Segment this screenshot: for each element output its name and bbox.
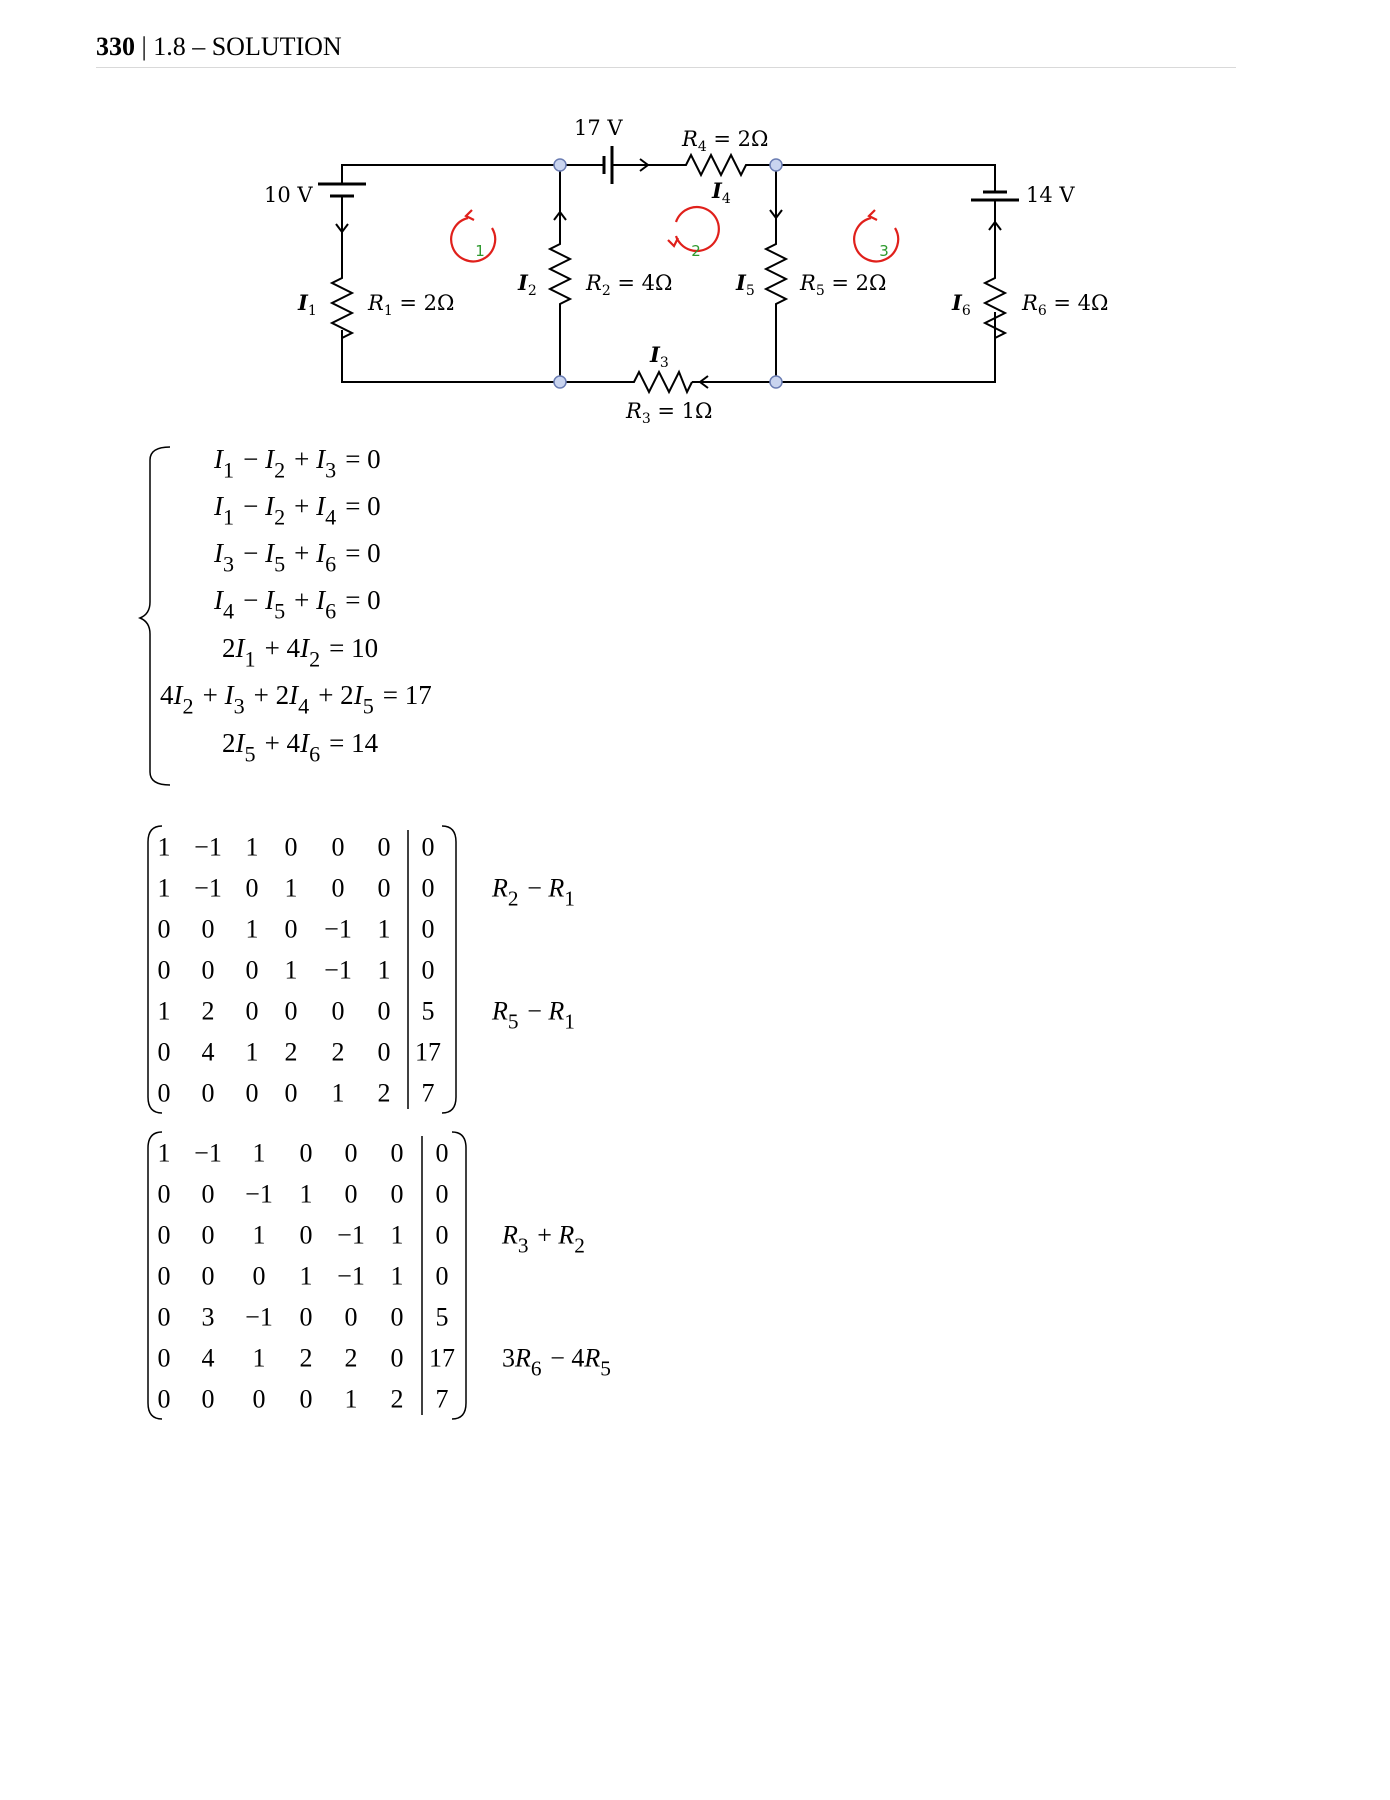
matrix-cell: 0 (421, 873, 435, 903)
matrix-cell: 0 (377, 996, 391, 1026)
wire-left-bottom (342, 330, 560, 382)
label-14v: 14 V (1026, 183, 1075, 207)
matrix-cell: 0 (201, 1384, 215, 1414)
label-i4: $I_4$ (712, 178, 731, 207)
loop-label-3: 3 (879, 242, 889, 260)
matrix-cell: 0 (331, 873, 345, 903)
resistor-r5 (766, 236, 786, 316)
matrix-cell: 0 (157, 1384, 171, 1414)
resistor-r4 (680, 155, 748, 175)
label-i2: $I_2$ (518, 270, 537, 299)
matrix-cell: 0 (245, 996, 259, 1026)
matrix-cell: 17 (415, 1037, 441, 1067)
matrix-cell: 0 (157, 1179, 171, 1209)
matrix-cell: 1 (157, 996, 171, 1026)
label-r5: $R_5 = 2\Omega$ (800, 271, 887, 299)
matrix-cell: 1 (390, 1261, 404, 1291)
label-r1: $R_1 = 2\Omega$ (368, 291, 455, 319)
matrix-cell: 1 (245, 1037, 259, 1067)
matrix-cell: 0 (299, 1302, 313, 1332)
matrix-cell: 0 (201, 1261, 215, 1291)
matrix-cell: 0 (252, 1384, 266, 1414)
matrix-cell: 0 (284, 996, 298, 1026)
matrix-cell: 7 (435, 1384, 449, 1414)
matrix-cell: 1 (377, 955, 391, 985)
matrix-cell: −1 (245, 1179, 273, 1209)
matrix-cell: −1 (245, 1302, 273, 1332)
matrix-cell: 1 (157, 832, 171, 862)
circuit-node (770, 159, 782, 171)
matrix-cell: 5 (435, 1302, 449, 1332)
matrix-cell: 4 (201, 1037, 215, 1067)
matrix-cell: 0 (157, 914, 171, 944)
matrix-left-paren (148, 826, 162, 1113)
matrix-cell: 0 (157, 1261, 171, 1291)
matrix-cell: 1 (390, 1220, 404, 1250)
matrix-cell: 0 (157, 1302, 171, 1332)
matrix-cell: 2 (331, 1037, 345, 1067)
matrix-cell: 0 (201, 955, 215, 985)
matrix-cell: 1 (245, 832, 259, 862)
matrix-cell: 0 (377, 1037, 391, 1067)
wire-right-bottom (776, 312, 995, 382)
augmented-matrix-1 (148, 826, 577, 1113)
matrix-cell: 0 (245, 873, 259, 903)
page-number: 330 (96, 32, 135, 61)
matrix-cell: 0 (157, 955, 171, 985)
row-operation: $R_5$ − $R_1$ (492, 996, 575, 1034)
matrix-cell: 0 (201, 1220, 215, 1250)
matrix-cell: 1 (299, 1261, 313, 1291)
label-r4: $R_4 = 2\Omega$ (682, 127, 769, 155)
matrix-left-paren (148, 1132, 162, 1419)
matrix-cell: 17 (429, 1343, 455, 1373)
equation-line: $I_3$ − $I_5$ + $I_6$ = 0 (214, 538, 381, 577)
matrix-cell: 0 (157, 1220, 171, 1250)
matrix-cell: 0 (435, 1138, 449, 1168)
matrix-cell: 2 (284, 1037, 298, 1067)
equation-line: $I_1$ − $I_2$ + $I_3$ = 0 (214, 444, 381, 483)
equation-line: $I_1$ − $I_2$ + $I_4$ = 0 (214, 491, 381, 530)
matrix-cell: 0 (284, 914, 298, 944)
matrix-cell: −1 (194, 873, 222, 903)
label-r6: $R_6 = 4\Omega$ (1022, 291, 1109, 319)
matrix-cell: 0 (245, 955, 259, 985)
matrix-cell: 0 (201, 914, 215, 944)
resistor-r1 (332, 270, 352, 340)
matrix-cell: 0 (299, 1220, 313, 1250)
matrix-cell: 0 (421, 832, 435, 862)
matrix-cell: −1 (337, 1220, 365, 1250)
row-operation: $R_3$ + $R_2$ (502, 1220, 585, 1258)
loop-label-2: 2 (691, 242, 701, 260)
wire-left-top (342, 165, 560, 168)
equation-line: $2I_1$ + $4I_2$ = 10 (222, 633, 379, 672)
matrix-right-paren (442, 826, 456, 1113)
circuit-diagram (0, 0, 1390, 440)
equation-line: $I_4$ − $I_5$ + $I_6$ = 0 (214, 585, 381, 624)
section-title: 1.8 – SOLUTION (153, 32, 342, 61)
circuit-node (554, 376, 566, 388)
circuit-node (770, 376, 782, 388)
loop-arrow-1 (451, 218, 495, 261)
matrix-cell: 2 (377, 1078, 391, 1108)
matrix-cell: 0 (201, 1179, 215, 1209)
matrix-cell: 0 (201, 1078, 215, 1108)
wire-r4-to-right (748, 165, 995, 184)
matrix-cell: 2 (390, 1384, 404, 1414)
resistor-r2 (550, 236, 570, 316)
matrix-cell: 0 (344, 1302, 358, 1332)
matrix-cell: 4 (201, 1343, 215, 1373)
label-r2: $R_2 = 4\Omega$ (586, 271, 673, 299)
matrix-cell: −1 (337, 1261, 365, 1291)
row-operation: $3R_6$ − $4R_5$ (502, 1343, 611, 1381)
matrix-cell: −1 (324, 955, 352, 985)
circuit-node (554, 159, 566, 171)
matrix-cell: 1 (245, 914, 259, 944)
matrix-cell: −1 (194, 832, 222, 862)
matrix-cell: 0 (157, 1343, 171, 1373)
row-operation: $R_2$ − $R_1$ (492, 873, 575, 911)
system-brace (140, 447, 170, 785)
loop-arrow-3 (854, 218, 898, 261)
matrix-cell: 1 (284, 873, 298, 903)
matrix-cell: 0 (390, 1343, 404, 1373)
matrix-cell: 0 (299, 1138, 313, 1168)
matrix-cell: 0 (390, 1302, 404, 1332)
matrix-cell: 0 (331, 996, 345, 1026)
label-i3: $I_3$ (650, 342, 669, 371)
matrix-cell: 5 (421, 996, 435, 1026)
matrix-cell: 0 (344, 1179, 358, 1209)
matrix-cell: 0 (377, 832, 391, 862)
label-17v: 17 V (574, 116, 623, 140)
matrix-cell: 0 (157, 1078, 171, 1108)
label-i5: $I_5$ (736, 270, 755, 299)
matrix-cell: 1 (377, 914, 391, 944)
label-r3: $R_3 = 1\Omega$ (626, 399, 713, 427)
equation-line: $4I_2$ + $I_3$ + $2I_4$ + $2I_5$ = 17 (160, 680, 432, 719)
equation-line: $2I_5$ + $4I_6$ = 14 (222, 728, 379, 767)
matrix-right-paren (452, 1132, 466, 1419)
matrix-cell: 1 (157, 1138, 171, 1168)
matrix-cell: 0 (245, 1078, 259, 1108)
matrix-cell: 0 (344, 1138, 358, 1168)
header-separator: | (135, 32, 154, 61)
matrix-cell: 1 (331, 1078, 345, 1108)
matrix-cell: 0 (390, 1138, 404, 1168)
matrix-cell: 0 (421, 914, 435, 944)
label-i6: $I_6$ (952, 290, 971, 319)
matrix-cell: 0 (390, 1179, 404, 1209)
matrix-cell: −1 (194, 1138, 222, 1168)
loop-label-1: 1 (475, 242, 485, 260)
augmented-matrix-2 (148, 1132, 613, 1419)
matrix-cell: 0 (435, 1220, 449, 1250)
matrix-cell: 2 (299, 1343, 313, 1373)
loop-arrowhead-2 (668, 238, 678, 246)
matrix-cell: 1 (344, 1384, 358, 1414)
matrix-cell: 0 (299, 1384, 313, 1414)
matrix-cell: 1 (157, 873, 171, 903)
matrix-cell: 0 (331, 832, 345, 862)
matrix-cell: 0 (284, 1078, 298, 1108)
matrix-cell: 1 (284, 955, 298, 985)
matrix-cell: 1 (252, 1138, 266, 1168)
matrix-cell: 0 (157, 1037, 171, 1067)
matrix-cell: 0 (435, 1179, 449, 1209)
matrix-cell: 3 (201, 1302, 215, 1332)
matrix-cell: −1 (324, 914, 352, 944)
matrix-cell: 0 (377, 873, 391, 903)
label-i1: $I_1$ (298, 290, 317, 319)
matrix-cell: 0 (284, 832, 298, 862)
matrix-cell: 2 (344, 1343, 358, 1373)
matrix-cell: 2 (201, 996, 215, 1026)
label-10v: 10 V (264, 183, 313, 207)
matrix-cell: 0 (421, 955, 435, 985)
matrix-cell: 1 (299, 1179, 313, 1209)
matrix-cell: 7 (421, 1078, 435, 1108)
matrix-cell: 1 (252, 1343, 266, 1373)
matrix-cell: 1 (252, 1220, 266, 1250)
matrix-cell: 0 (252, 1261, 266, 1291)
resistor-r3 (628, 372, 692, 392)
matrix-cell: 0 (435, 1261, 449, 1291)
